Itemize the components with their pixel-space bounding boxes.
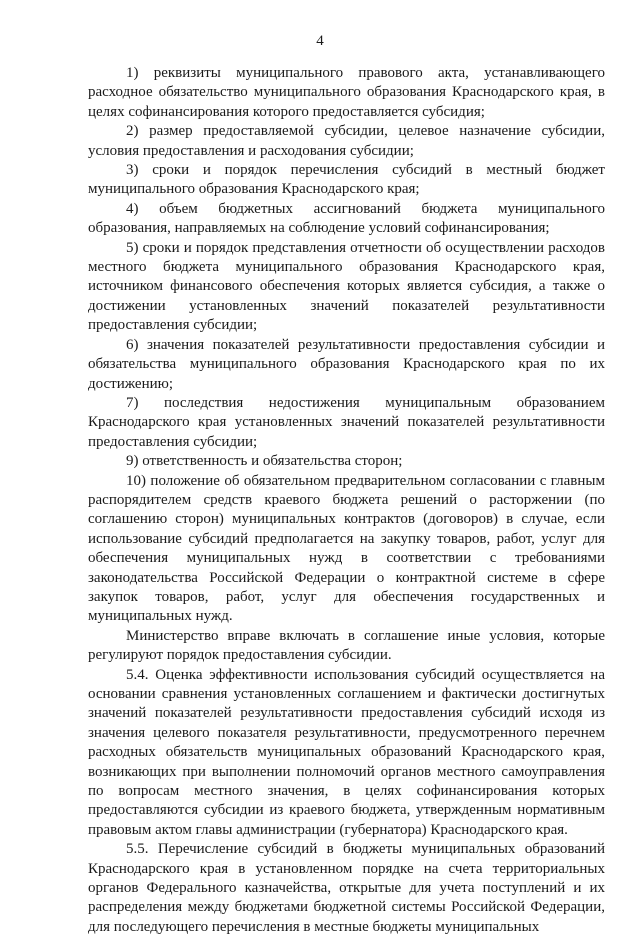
paragraph-section-5-4: 5.4. Оценка эффективности использования субсидий осуществляется на основании сравнения установленных соглашением и фактически достигнутых значений показателей результативности предоставления субсидий исходя из значения целевого показателя результативности, предусмотренного перечнем расходных обязательств муниципальных образований Краснодарского края, возникающих при выполнении полномочий органов местного самоуправления по вопросам местного значения, в целях софинансирования которых предоставляются субсидии из краевого бюджета, утвержденным нормативным правовым актом главы администрации (губернатора) Краснодарского края. — [88, 666, 605, 838]
paragraph-item-9: 9) ответственность и обязательства сторон; — [126, 453, 403, 470]
paragraph-item-6: 6) значения показателей результативности предоставления субсидии и обязательства муниципального образования Краснодарского края по их достижению; — [88, 336, 605, 392]
paragraph-ministry-conditions: Министерство вправе включать в соглашение иные условия, которые регулируют порядок предоставления субсидии. — [88, 627, 605, 664]
page-number: 4 — [316, 33, 324, 49]
paragraph-item-7: 7) последствия недостижения муниципальным образованием Краснодарского края установленных значений показателей результативности предоставления субсидии; — [88, 394, 605, 450]
paragraph-item-2: 2) размер предоставляемой субсидии, целевое назначение субсидии, условия предоставления и расходования субсидии; — [88, 123, 605, 159]
paragraph-item-1: 1) реквизиты муниципального правового акта, устанавливающего расходное обязательство муниципального образования Краснодарского края, в целях софинансирования которого предоставляется субсидия; — [88, 65, 605, 120]
paragraph-item-10: 10) положение об обязательном предварительном согласовании с главным распорядителем средств краевого бюджета решений о расторжении (по соглашению сторон) муниципальных контрактов (договоров) в случае, если использование субсидий предполагается на закупку товаров, работ, услуг для обеспечения муниципальных нужд в соответствии с требованиями законодательства Российской Федерации о контрактной системе в сфере закупок товаров, работ, услуг для обеспечения государственных и муниципальных нужд. — [88, 472, 605, 625]
paragraph-section-5-5: 5.5. Перечисление субсидий в бюджеты муниципальных образований Краснодарского края в установленном порядке на счета территориальных органов Федерального казначейства, открытые для учета поступлений и их распределения между бюджетами бюджетной системы Российской Федерации, для последующего перечисления в местные бюджеты муниципальных — [88, 841, 605, 935]
document-body — [88, 64, 605, 937]
paragraph-item-3: 3) сроки и порядок перечисления субсидий в местный бюджет муниципального образования Краснодарского края; — [88, 162, 605, 198]
paragraph-item-5: 5) сроки и порядок представления отчетности об осуществлении расходов местного бюджета муниципального образования Краснодарского края, источником финансового обеспечения которых является субсидия, а также о достижении установленных значений показателей результативности предоставления субсидии; — [88, 239, 605, 334]
paragraph-item-4: 4) объем бюджетных ассигнований бюджета муниципального образования, направляемых на соблюдение условий софинансирования; — [88, 200, 605, 237]
